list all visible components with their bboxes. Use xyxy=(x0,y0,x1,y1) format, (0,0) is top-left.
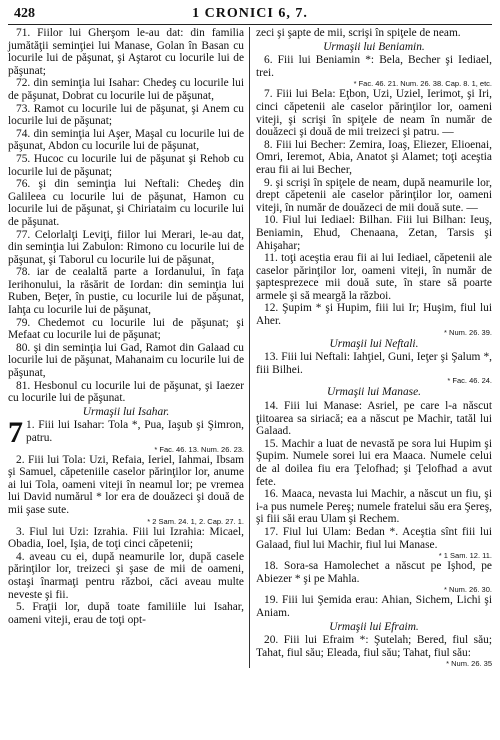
verse-7-14: 14. Fiii lui Manase: Asriel, pe care l-a născut ţiitoarea sa siriacă; ea a născut pe Machir, tatăl lui Galaad. xyxy=(256,400,492,438)
cross-reference: * 2 Sam. 24. 1, 2. Cap. 27. 1. xyxy=(147,516,244,526)
verse-7-3: 3. Fiul lui Uzi: Izrahia. Fiii lui Izrahia: Micael, Obadia, Ioel, Işia, de toţi cinci căpetenii; xyxy=(8,525,244,551)
verse-7-9: 9. şi scrişi în spiţele de neam, după neamurile lor, drept căpetenii ale caselor părinţilor lor, oameni viteji, în număr de douăzeci de mii două sute. — xyxy=(256,176,492,214)
section-heading-neftali: Urmaşii lui Neftali. xyxy=(329,337,419,350)
section-heading-isahar: Urmaşii lui Isahar. xyxy=(82,405,170,418)
verse-7-18: 18. Sora-sa Hamolechet a născut pe Işhod, pe Abiezer * şi pe Mahla. xyxy=(256,560,492,585)
verse-6-78: 78. iar de cealaltă parte a Iordanului, în faţa Ierihonului, la răsărit de Iordan: din seminţia lui Ruben, Beţer, în pustie, cu locurile lui de păşunat, Iahţa cu locurile lui de păşunat, xyxy=(8,266,244,317)
verse-6-72: 72. din seminţia lui Isahar: Chedeş cu locurile lui de păşunat, Dobrat cu locurile lui de păşunat, xyxy=(8,77,244,102)
cross-reference: * Num. 26. 39. xyxy=(444,327,492,337)
cross-reference: * Num. 26. 30. xyxy=(444,585,492,595)
verse-7-8: 8. Fiii lui Becher: Zemira, Ioaş, Eliezer, Elioenai, Omri, Ieremot, Abia, Anatot şi Alamet; toţi aceştia erau fii ai lui Becher, xyxy=(256,138,492,176)
verse-6-71: 71. Fiilor lui Gherşom le-au dat: din familia jumătăţii seminţiei lui Manase, Golan în Basan cu locurile lui de păşunat, şi Aştarot cu locurile lui de păşunat; xyxy=(8,27,244,77)
verse-7-2: 2. Fiii lui Tola: Uzi, Refaia, Ieriel, Iahmai, Ibsam şi Samuel, căpeteniile caselor părinţilor lor, anume ai lui Tola, oameni viteji în neamul lor; pe vremea lui David numărul * lor era de douăzeci şi două de mii şase sute. xyxy=(8,453,244,516)
page-number: 428 xyxy=(14,6,35,21)
verse-7-7: 7. Fiii lui Bela: Eţbon, Uzi, Uziel, Ierimot, şi Iri, cinci căpetenii ale caselor părinţilor lor, oameni viteji, şi scrişi în spiţele de neam în număr de douăzeci şi două de mii treizeci şi patru. — xyxy=(256,88,492,139)
verse-6-79: 79. Chedemot cu locurile lui de păşunat; şi Mefaat cu locurile lui de păşunat; xyxy=(8,316,244,342)
cross-reference: * Fac. 46. 24. xyxy=(447,376,492,386)
cross-reference: * Fac. 46. 21. Num. 26. 38. Cap. 8. 1, etc. xyxy=(353,79,492,89)
right-column xyxy=(250,27,492,668)
section-heading-manase: Urmaşii lui Manase. xyxy=(327,386,421,399)
cross-reference: * Fac. 46. 13. Num. 26. 23. xyxy=(154,444,244,454)
verse-7-11: 11. toţi aceştia erau fii ai lui Iediael, căpetenii ale caselor părinţilor lor, oameni viteji, în număr de şaptesprezece mii două sute, în stare să poarte armele şi să meargă la război. xyxy=(256,252,492,302)
verse-7-20: 20. Fiii lui Efraim *: Şutelah; Bered, fiul său; Tahat, fiul său; Eleada, fiul său; Tahat, fiul său: xyxy=(256,634,492,659)
verse-6-80: 80. şi din seminţia lui Gad, Ramot din Galaad cu locurile lui de păşunat, Mahanaim cu locurile lui de păşunat, xyxy=(8,341,244,380)
verse-6-76: 76. şi din seminţia lui Neftali: Chedeş din Galileea cu locurile lui de păşunat, Hamon cu locurile lui de păşunat, şi Chiriataim cu locurile lui de păşunat. xyxy=(8,178,244,228)
verse-7-15: 15. Machir a luat de nevastă pe sora lui Hupim şi Şupim. Numele sorei lui era Maaca. Numele celui de al doilea fiu era Ţelofhad; şi Ţelofhad a avut fete. xyxy=(256,437,492,488)
section-heading-beniamin: Urmaşii lui Beniamin. xyxy=(323,40,425,53)
left-column xyxy=(8,27,250,668)
verse-7-5-continued: zeci şi şapte de mii, scrişi în spiţele de neam. xyxy=(256,27,461,39)
verse-7-13: 13. Fiii lui Neftali: Iahţiel, Guni, Ieţer şi Şalum *, fiii Bilhei. xyxy=(256,351,492,376)
verse-7-19: 19. Fiii lui Şemida erau: Ahian, Sichem, Lichi şi Aniam. xyxy=(256,594,492,619)
verse-6-81: 81. Hesbonul cu locurile lui de păşunat, şi Iaezer cu locurile lui de păşunat. xyxy=(8,379,244,405)
verse-7-16: 16. Maaca, nevasta lui Machir, a născut un fiu, şi i-a pus numele Pereş; numele fratelui său era Şereş, şi fiii săi erau Ulam şi Rechem. xyxy=(256,488,492,526)
running-title: 1 CRONICI 6, 7. xyxy=(192,6,308,21)
verse-7-4: 4. aveau cu ei, după neamurile lor, după casele părinţilor lor, treizeci şi şase de mii de oameni, ostaşi înarmaţi pentru război, căci aveau multe neveste şi fii. xyxy=(8,550,244,601)
cross-reference: * Num. 26. 35 xyxy=(446,659,492,669)
verse-7-6: 6. Fiii lui Beniamin *: Bela, Becher şi Iediael, trei. xyxy=(256,54,492,79)
verse-6-73: 73. Ramot cu locurile lui de păşunat, şi Anem cu locurile lui de păşunat; xyxy=(8,102,244,128)
two-column-text xyxy=(8,27,492,668)
verse-6-74: 74. din seminţia lui Aşer, Maşal cu locurile lui de păşunat, Abdon cu locurile lui de păşunat, xyxy=(8,127,244,153)
cross-reference: * 1 Sam. 12. 11. xyxy=(438,551,492,561)
chapter-number-dropcap: 7 xyxy=(8,416,23,450)
verse-7-10: 10. Fiul lui Iediael: Bilhan. Fiii lui Bilhan: Ieuş, Beniamin, Ehud, Chenaana, Zetan, Tarsis şi Ahişahar; xyxy=(256,214,492,252)
verse-6-77: 77. Celorlalţi Leviţi, fiilor lui Merari, le-au dat, din seminţia lui Zabulon: Rimono cu locurile lui de păşunat, şi Taborul cu locurile lui de păşunat, xyxy=(8,228,244,266)
page-header xyxy=(8,6,492,25)
verse-7-5: 5. Fraţii lor, după toate familiile lui Isahar, oameni viteji, erau de toţi opt- xyxy=(8,601,244,626)
verse-7-17: 17. Fiul lui Ulam: Bedan *. Aceştia sînt fiii lui Galaad, fiul lui Machir, fiul lui Manase. xyxy=(256,525,492,551)
verse-6-75: 75. Hucoc cu locurile lui de păşunat şi Rehob cu locurile lui de păşunat; xyxy=(8,152,244,178)
section-heading-efraim: Urmaşii lui Efraim. xyxy=(329,620,419,633)
verse-7-1-text: 1. Fiii lui Isahar: Tola *, Pua, Iaşub şi Şimron, patru. xyxy=(26,419,244,444)
verse-7-12: 12. Şupim * şi Hupim, fiii lui Ir; Huşim, fiul lui Aher. xyxy=(256,302,492,328)
